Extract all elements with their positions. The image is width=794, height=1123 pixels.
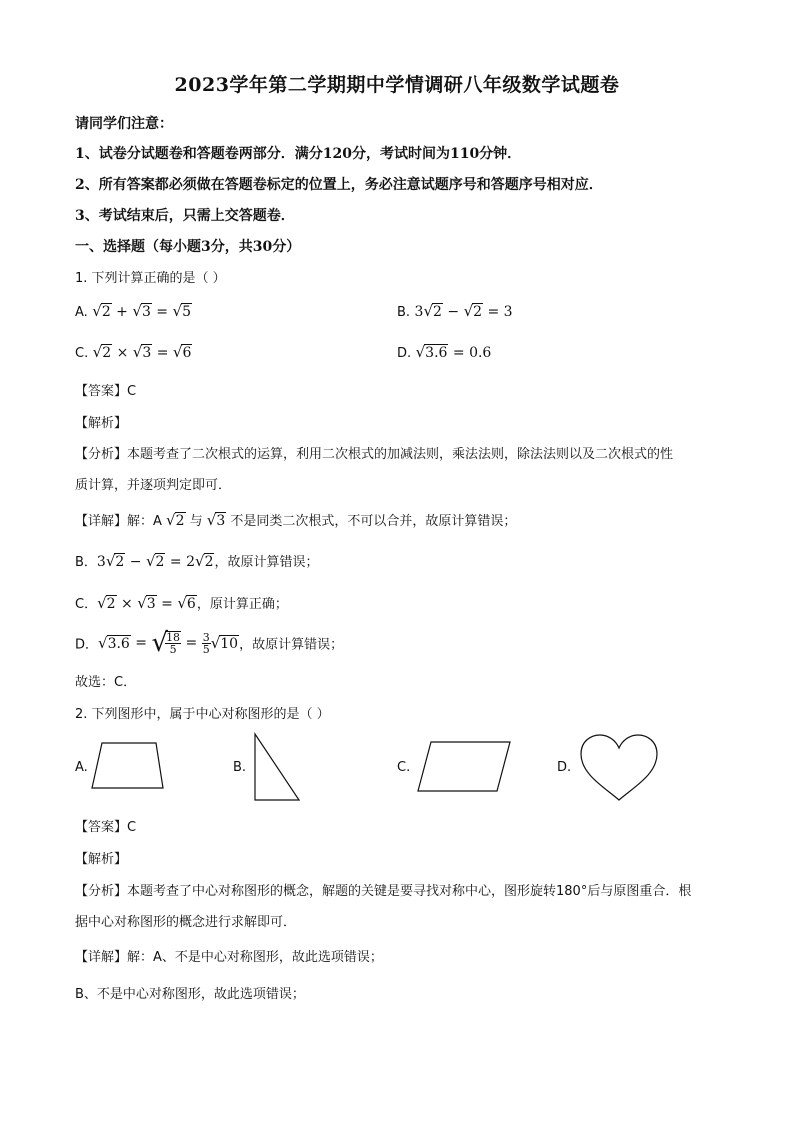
section-heading: 一、选择题（每小题3分，共30分） [75, 239, 301, 255]
notice-item-2: 2、所有答案都必须做在答题卷标定的位置上，务必注意试题序号和答题序号相对应． [75, 177, 603, 193]
option-label: C. [75, 346, 89, 361]
page-title: 2023学年第二学期期中学情调研八年级数学试题卷 [174, 74, 620, 96]
q2-answer: 【答案】C [75, 820, 137, 835]
q1-detail-d: D．√3.6 = √ $\frac{18}{5}$ = $\frac{3}{5}$ √10，故原计算错误； [75, 628, 344, 658]
right-triangle-shape [250, 730, 305, 804]
radical: √2 [463, 302, 483, 320]
q2-label-b: B. [233, 760, 247, 775]
q1-jiexi: 【解析】 [75, 416, 128, 431]
q2-stem: 2. 下列图形中，属于中心对称图形的是（ ） [75, 707, 330, 722]
option-label: A. [75, 305, 88, 320]
trapezoid-shape [88, 740, 168, 792]
radical: √2 [145, 552, 165, 570]
radical: √3 [132, 343, 152, 361]
radical: √3.6 [98, 634, 130, 652]
heart-shape [578, 732, 660, 804]
radical: √3 [206, 511, 226, 529]
radical: √2 [97, 594, 116, 612]
radical: √2 [166, 511, 185, 529]
q2-detail-b: B、不是中心对称图形，故此选项错误； [75, 987, 305, 1002]
fraction: $\frac{3}{5}$ [202, 630, 210, 656]
radical: √2 [105, 552, 125, 570]
q2-label-d: D. [557, 760, 572, 775]
radical: √5 [172, 302, 191, 320]
q2-analysis-1: 【分析】本题考查了中心对称图形的概念，解题的关键是要寻找对称中心，图形旋转180°后与原图重合．根 [75, 884, 692, 899]
q1-detail-c: C．√2 × √3 = √6，原计算正确； [75, 594, 288, 612]
notice-item-3: 3、考试结束后，只需上交答题卷． [75, 208, 295, 224]
radical: √3 [137, 594, 156, 612]
radical-fraction: √ $\frac{18}{5}$ [151, 628, 181, 658]
q1-conclusion: 故选：C． [75, 675, 137, 690]
q1-option-a: A. √2 + √3 = √5 [75, 302, 191, 320]
option-label: B. [397, 305, 411, 320]
q2-detail-a: 【详解】解：A、不是中心对称图形，故此选项错误； [75, 950, 383, 965]
q2-jiexi: 【解析】 [75, 852, 128, 867]
radical: √2 [92, 343, 112, 361]
q2-analysis-2: 据中心对称图形的概念进行求解即可． [75, 915, 297, 930]
radical: √2 [195, 552, 214, 570]
q1-option-d: D. √3.6 = 0.6 [397, 343, 492, 361]
notice-item-1: 1、试卷分试题卷和答题卷两部分．满分120分，考试时间为110分钟． [75, 146, 522, 162]
radical: √3 [132, 302, 151, 320]
q2-label-c: C. [397, 760, 411, 775]
radical: √6 [172, 343, 192, 361]
q1-analysis-1: 【分析】本题考查了二次根式的运算，利用二次根式的加减法则，乘法法则，除法法则以及二次根式的性 [75, 447, 674, 462]
option-label: D. [397, 346, 412, 361]
radical: √2 [92, 302, 111, 320]
q2-label-a: A. [75, 760, 88, 775]
q1-analysis-2: 质计算，并逐项判定即可． [75, 478, 232, 493]
q1-option-c: C. √2 × √3 = √6 [75, 343, 192, 361]
q1-detail-b: B．3√2 − √2 = 2√2，故原计算错误； [75, 552, 319, 570]
notice-heading: 请同学们注意： [75, 116, 173, 132]
radical: √6 [177, 594, 196, 612]
q1-detail-a: 【详解】解：A √2 与 √3 不是同类二次根式，不可以合并，故原计算错误； [75, 511, 517, 529]
q1-answer: 【答案】C [75, 384, 137, 399]
radical: √3.6 [415, 343, 448, 361]
q1-stem: 1. 下列计算正确的是（ ） [75, 271, 226, 286]
q1-option-b: B. 3√2 − √2 = 3 [397, 302, 513, 320]
radical: √10 [210, 634, 239, 652]
parallelogram-shape [415, 738, 515, 796]
radical: √2 [423, 302, 442, 320]
